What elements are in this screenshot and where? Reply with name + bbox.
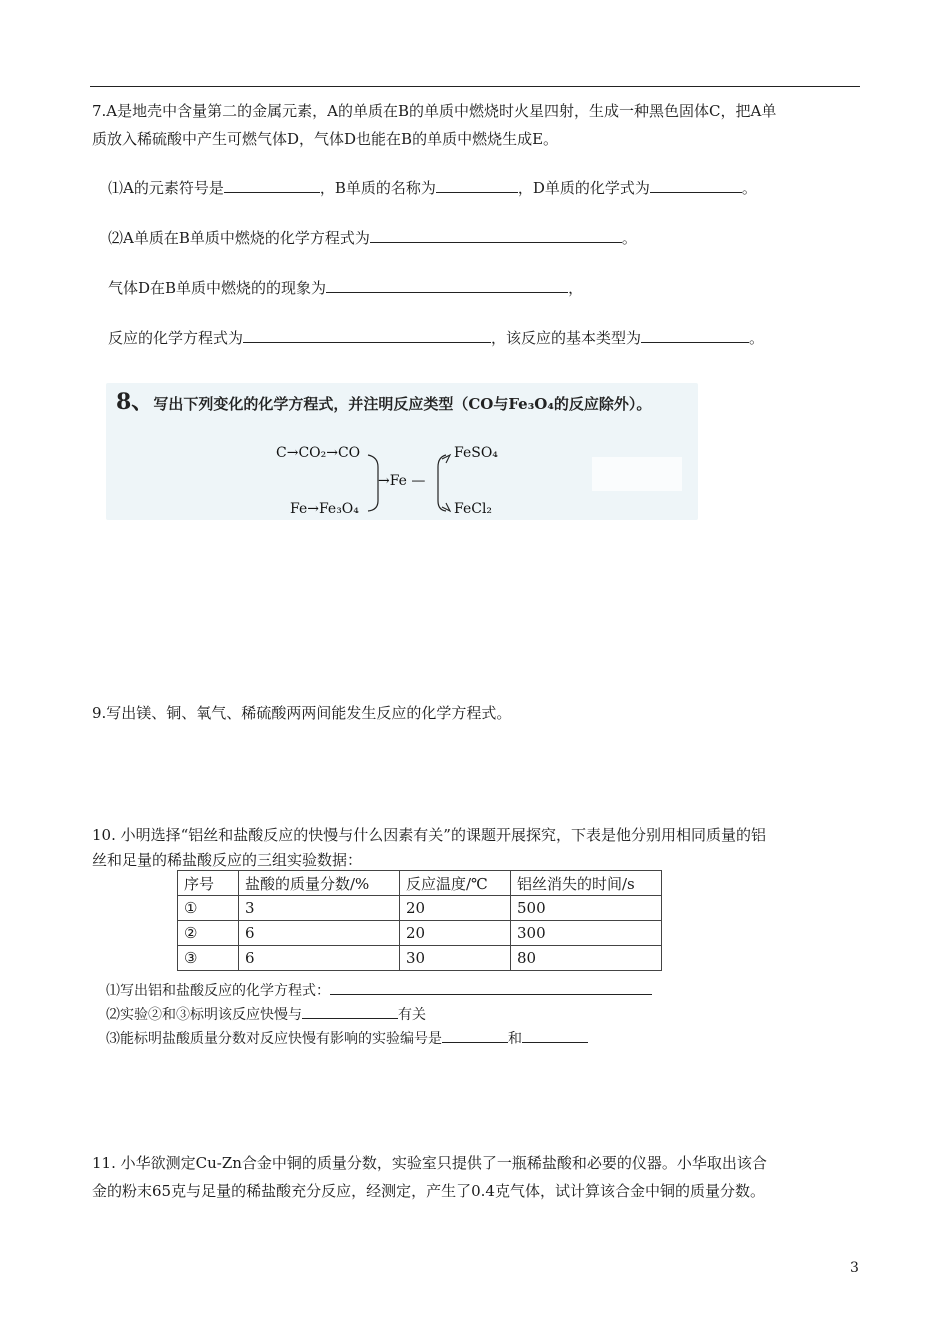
q9-stem: 9.写出镁、铜、氧气、稀硫酸两两间能发生反应的化学方程式。 — [92, 704, 512, 722]
answer-blank[interactable] — [522, 1028, 588, 1043]
answer-blank[interactable] — [442, 1028, 508, 1043]
q7-part1-label-a: ⑴A的元素符号是 — [108, 179, 224, 197]
q7-part3-label: 气体D在B单质中燃烧的的现象为 — [108, 279, 327, 297]
table-cell: ① — [178, 896, 239, 921]
q8-product-bottom: FeCl₂ — [454, 501, 493, 517]
q8-product-top: FeSO₄ — [454, 445, 498, 461]
q10-sub2 — [106, 1002, 886, 1028]
answer-blank[interactable] — [243, 328, 491, 343]
table-header-row — [178, 871, 662, 896]
q10-sub1 — [106, 978, 886, 1004]
q8-chain-bottom: Fe→Fe₃O₄ — [290, 501, 359, 517]
table-header-cell: 盐酸的质量分数/% — [239, 871, 400, 896]
q8-chain-top: C→CO₂→CO — [276, 445, 361, 461]
q8-center-fe: →Fe — — [378, 473, 426, 489]
answer-blank[interactable] — [224, 178, 320, 193]
q10-data-table — [177, 870, 662, 971]
q7-stem-line2: 质放入稀硫酸中产生可燃气体D，气体D也能在B的单质中燃烧生成E。 — [92, 130, 559, 148]
q10-stem-line1: 10. 小明选择“铝丝和盐酸反应的快慢与什么因素有关”的课题开展探究，下表是他分别用相同质量的铝 — [92, 826, 766, 844]
table-cell: 6 — [239, 946, 400, 971]
q8-brackets — [106, 383, 698, 520]
answer-blank[interactable] — [326, 278, 568, 293]
table-cell: 30 — [400, 946, 511, 971]
q7-part3 — [108, 275, 888, 301]
table-row — [178, 921, 662, 946]
q7-part2-label: ⑵A单质在B单质中燃烧的化学方程式为 — [108, 229, 370, 247]
table-cell: 500 — [511, 896, 662, 921]
q8-title-text: 写出下列变化的化学方程式，并注明反应类型（CO与Fe₃O₄的反应除外）。 — [153, 395, 652, 413]
table-cell: 300 — [511, 921, 662, 946]
punctuation: 。 — [749, 329, 765, 347]
table-cell: 20 — [400, 921, 511, 946]
page-number: 3 — [850, 1260, 859, 1276]
table-cell: 6 — [239, 921, 400, 946]
q10-sub2-label-a: ⑵实验②和③标明该反应快慢与 — [106, 1007, 302, 1023]
table-row — [178, 946, 662, 971]
q11-stem-line2: 金的粉末65克与足量的稀盐酸充分反应，经测定，产生了0.4克气体，试计算该合金中铜的质量分数。 — [92, 1182, 765, 1200]
q8-figure — [106, 383, 698, 520]
q7-part4-label-a: 反应的化学方程式为 — [108, 329, 244, 347]
punctuation: 。 — [741, 179, 757, 197]
header-rule — [90, 86, 860, 87]
q10-stem-line2: 丝和足量的稀盐酸反应的三组实验数据： — [92, 851, 363, 869]
answer-blank[interactable] — [330, 980, 652, 995]
table-cell: ③ — [178, 946, 239, 971]
q10-sub3 — [106, 1026, 886, 1052]
q11-stem-line1: 11. 小华欲测定Cu-Zn合金中铜的质量分数，实验室只提供了一瓶稀盐酸和必要的仪器。小华取出该合 — [92, 1154, 767, 1172]
q7-part1-label-c: ，D单质的化学式为 — [517, 179, 650, 197]
q7-part1 — [108, 175, 888, 201]
q10-sub1-label: ⑴写出铝和盐酸反应的化学方程式： — [106, 983, 330, 999]
q10-sub2-label-b: 有关 — [398, 1007, 426, 1023]
punctuation: ， — [568, 279, 584, 297]
answer-blank[interactable] — [302, 1004, 398, 1019]
q7-stem-line1: 7.A是地壳中含量第二的金属元素，A的单质在B的单质中燃烧时火星四射，生成一种黑色固体C，把A单 — [92, 102, 777, 120]
table-header-cell: 铝丝消失的时间/s — [511, 871, 662, 896]
q10-sub3-label-b: 和 — [508, 1031, 522, 1047]
table-cell: 3 — [239, 896, 400, 921]
table-row — [178, 896, 662, 921]
answer-blank[interactable] — [641, 328, 749, 343]
table-header-cell: 序号 — [178, 871, 239, 896]
q7-part4-label-b: ，该反应的基本类型为 — [491, 329, 642, 347]
answer-blank[interactable] — [650, 178, 742, 193]
table-cell: 20 — [400, 896, 511, 921]
table-cell: ② — [178, 921, 239, 946]
q10-sub3-label-a: ⑶能标明盐酸质量分数对反应快慢有影响的实验编号是 — [106, 1031, 442, 1047]
q8-number: 8、 — [116, 389, 154, 415]
table-header-cell: 反应温度/℃ — [400, 871, 511, 896]
answer-blank[interactable] — [370, 228, 622, 243]
q7-part2 — [108, 225, 888, 251]
q7-part1-label-b: ，B单质的名称为 — [319, 179, 436, 197]
q7-part4 — [108, 325, 888, 351]
table-cell: 80 — [511, 946, 662, 971]
answer-blank[interactable] — [436, 178, 518, 193]
punctuation: 。 — [621, 229, 637, 247]
